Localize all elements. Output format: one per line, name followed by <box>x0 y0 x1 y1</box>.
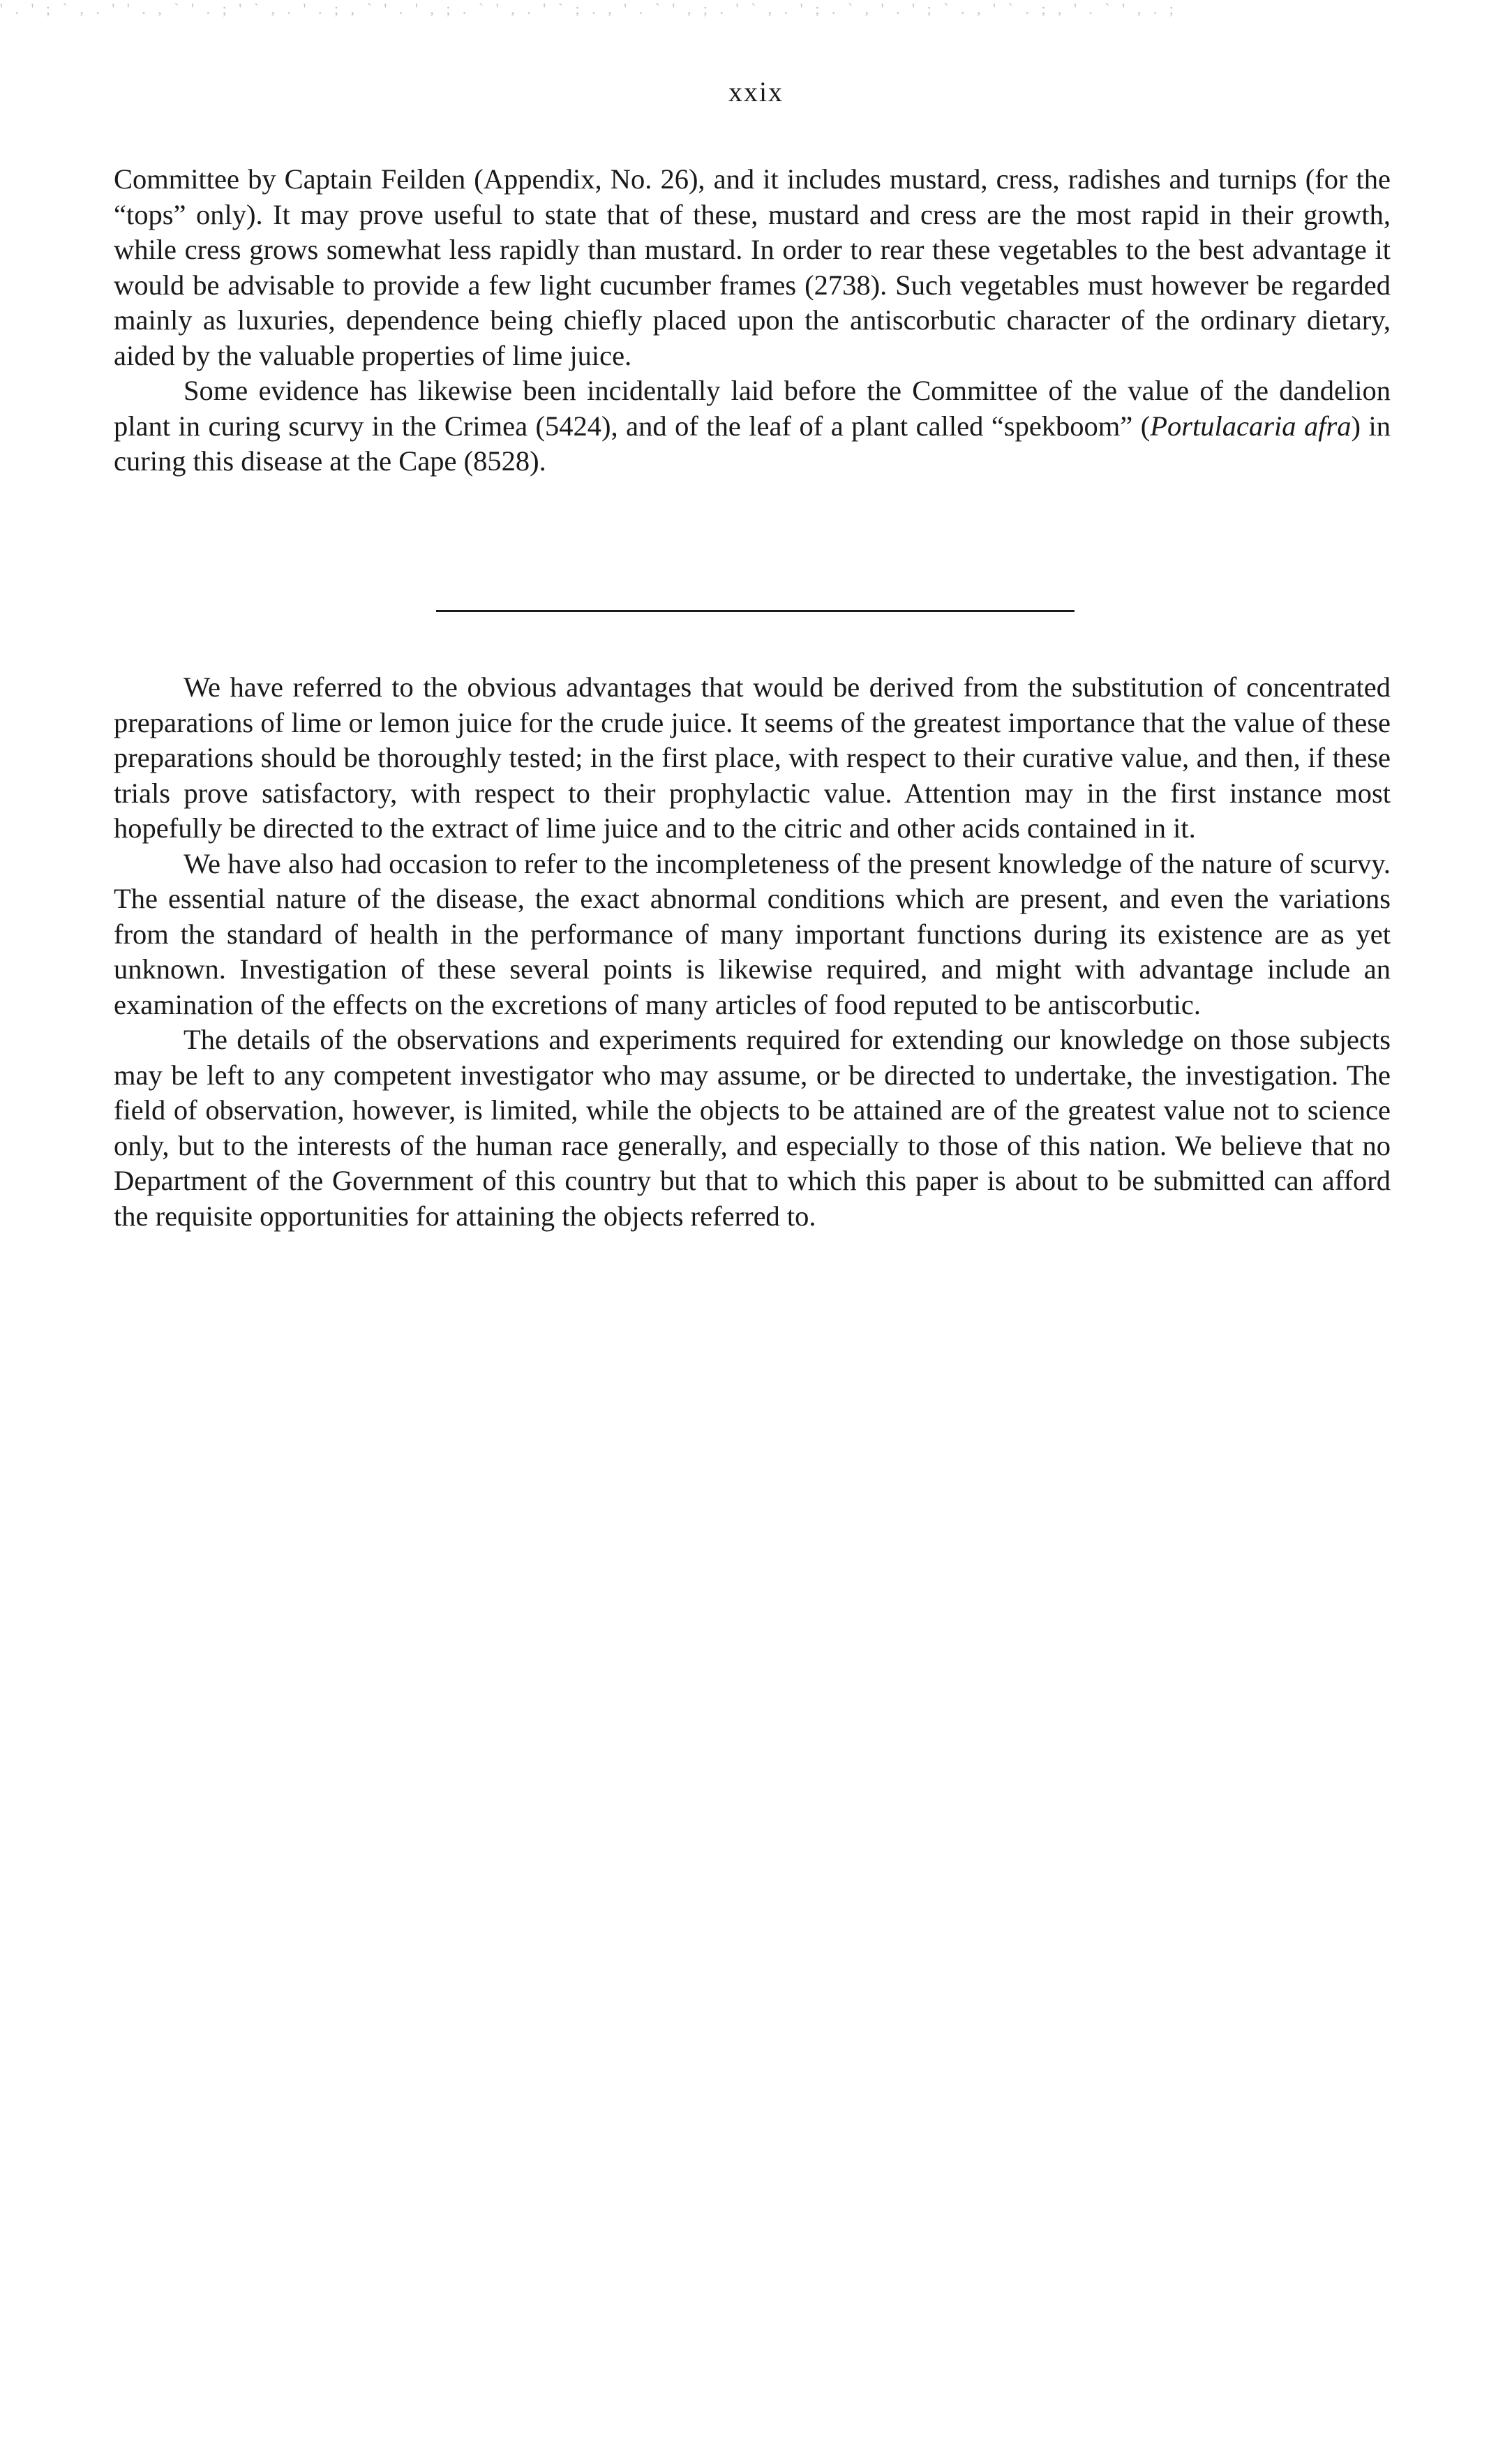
section-divider <box>436 610 1075 612</box>
paragraph-concentrated-preparations: We have referred to the obvious advantages that would be derived from the substitution of concentrated preparations of lime or lemon juice for the crude juice. It seems of the greatest importance that the value of these preparations should be thoroughly tested; in the first place, with respect to their curative value, and then, if these trials prove satisfactory, with respect to their prophylactic value. Attention may in the first instance most hopefully be directed to the extract of lime juice and to the citric and other acids contained in it. <box>114 671 1391 844</box>
paragraph-dandelion-end: ) in curing this disease at the Cape (8528). <box>114 410 1391 477</box>
section-recommendations <box>114 670 1391 1234</box>
scan-noise: ' . ' ; ` , . ' ' . , ` ' . ; ' ` , . ' . ; , ` ' . ' , ; . ` ' , . ' ` ; . , ' . ` ' , ; . ' ` , . ' ; . ` , ' . ' ; ` . , ' ` . ; , ' . ` ' , . ; <box>0 0 1178 17</box>
paragraph-nature-of-scurvy: We have also had occasion to refer to the incompleteness of the present knowledge of the nature of scurvy. The essential nature of the disease, the exact abnormal conditions which are present, and even the variations from the standard of health in the performance of many important functions during its existence are as yet unknown. Investigation of these several points is likewise required, and might with advantage include an examination of the effects on the excretions of many articles of food reputed to be antiscorbutic. <box>114 847 1391 1020</box>
paragraph-dandelion-text: Some evidence has likewise been incidentally laid before the Committee of the value of the dandelion plant in curing scurvy in the Crimea (5424), and of the leaf of a plant called “spekboom” ( <box>114 375 1391 442</box>
paragraph-vegetables: Committee by Captain Feilden (Appendix, No. 26), and it includes mustard, cress, radishes and turnips (for the “tops” only). It may prove useful to state that of these, mustard and cress are the most rapid in their growth, while cress grows somewhat less rapidly than mustard. In order to rear these vegetables to the best advantage it would be advisable to provide a few light cucumber frames (2738). Such vegetables must however be regarded mainly as luxuries, dependence being chiefly placed upon the antiscorbutic character of the ordinary dietary, aided by the valuable properties of lime juice. <box>114 163 1391 371</box>
species-name: Portulacaria afra <box>1150 410 1352 442</box>
paragraph-dandelion <box>114 373 1391 479</box>
section-vegetables <box>114 162 1391 479</box>
paragraph-investigation: The details of the observations and experiments required for extending our knowledge on those subjects may be left to any competent investigator who may assume, or be directed to undertake, the investigation. The field of observation, however, is limited, while the objects to be attained are of the greatest value not to science only, but to the interests of the human race generally, and especially to those of this nation. We believe that no Department of the Government of this country but that to which this paper is about to be submitted can afford the requisite opportunities for attaining the objects referred to. <box>114 1024 1391 1232</box>
page-number: xxix <box>728 76 784 107</box>
